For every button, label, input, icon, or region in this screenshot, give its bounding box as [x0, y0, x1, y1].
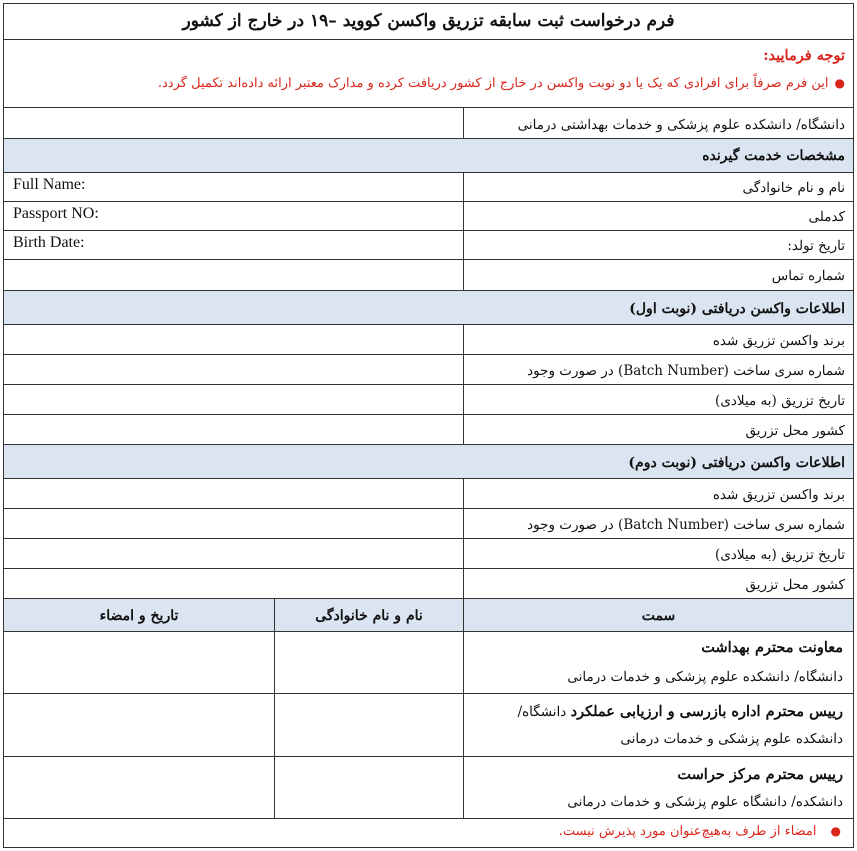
- notice-heading: توجه فرمایید:: [763, 47, 845, 64]
- birth-date-field[interactable]: Birth Date:: [13, 234, 85, 251]
- position-cell: رییس محترم اداره بازرسی و ارزیابی عملکرد دانشگاه/ دانشکده علوم پزشکی و خدمات درمانی: [464, 694, 853, 756]
- footer-note-row: [4, 819, 853, 847]
- dose1-brand-label: برند واکسن تزریق شده: [712, 333, 845, 349]
- position-column-header: سمت: [641, 608, 676, 624]
- recipient-row-phone: [4, 260, 853, 291]
- recipient-row-passport: [4, 202, 853, 231]
- dose2-section-heading: اطلاعات واکسن دریافتی (نوبت دوم): [4, 445, 853, 479]
- passport-number-field[interactable]: Passport NO:: [13, 205, 99, 222]
- full-name-label-fa: نام و نام خانوادگی: [742, 180, 845, 196]
- bullet-icon: ●: [834, 76, 845, 90]
- dose2-batch-label: شماره سری ساخت (Batch Number) در صورت وجود: [527, 517, 845, 533]
- date-signature-input[interactable]: [4, 694, 274, 756]
- dose1-row: [4, 385, 853, 415]
- recipient-section-heading: مشخصات خدمت گیرنده: [4, 139, 853, 173]
- name-input[interactable]: [275, 757, 463, 818]
- dose1-date-label: تاریخ تزریق (به میلادی): [715, 393, 845, 409]
- notice-text-line: [12, 73, 845, 94]
- name-input[interactable]: [275, 632, 463, 693]
- dose2-row: [4, 569, 853, 599]
- position-university: دانشکده/ دانشگاه علوم پزشکی و خدمات درمانی: [567, 794, 843, 810]
- position-university: دانشگاه/ دانشکده علوم پزشکی و خدمات درمانی: [567, 669, 843, 685]
- dose1-batch-input[interactable]: [4, 355, 463, 384]
- dose1-brand-input[interactable]: [4, 325, 463, 354]
- dose1-section-heading: اطلاعات واکسن دریافتی (نوبت اول): [4, 291, 853, 325]
- full-name-field[interactable]: Full Name:: [13, 176, 86, 193]
- position-cell: [464, 757, 853, 818]
- signatures-header-row: [4, 599, 853, 632]
- dose2-row: [4, 539, 853, 569]
- date-signature-input[interactable]: [4, 632, 274, 693]
- university-label: دانشگاه/ دانشکده علوم پزشکی و خدمات بهداشتی درمانی: [517, 117, 845, 133]
- dose2-date-label: تاریخ تزریق (به میلادی): [715, 547, 845, 563]
- signature-row-inspection: [4, 694, 853, 757]
- position-title: معاونت محترم بهداشت: [701, 639, 843, 656]
- dose1-row: [4, 325, 853, 355]
- dose2-batch-input[interactable]: [4, 509, 463, 538]
- bullet-icon: ●: [830, 824, 841, 838]
- university-row: [4, 108, 853, 139]
- name-column-header: نام و نام خانوادگی: [315, 608, 423, 624]
- position-title: رییس محترم اداره بازرسی و ارزیابی عملکرد: [570, 703, 843, 720]
- national-id-label-fa: کدملی: [808, 209, 845, 225]
- position-university: دانشکده علوم پزشکی و خدمات درمانی: [620, 731, 843, 747]
- form-title: فرم درخواست ثبت سابقه تزریق واکسن کووید –۱۹ در خارج از کشور: [182, 11, 675, 31]
- dose2-country-label: کشور محل تزریق: [745, 577, 845, 593]
- dose1-row: [4, 355, 853, 385]
- recipient-row-birth-date: [4, 231, 853, 260]
- dose1-row: [4, 415, 853, 445]
- date-signature-input[interactable]: [4, 757, 274, 818]
- dose2-row: [4, 509, 853, 539]
- dose2-row: [4, 479, 853, 509]
- notice-text: این فرم صرفاً برای افرادی که یک یا دو نوبت واکسن در خارج از کشور دریافت کرده و مدارک معتبر ارائه داده‌اند تکمیل گردد.: [157, 76, 829, 91]
- phone-field[interactable]: [4, 260, 463, 290]
- university-input[interactable]: [4, 108, 463, 138]
- dose1-batch-label: شماره سری ساخت (Batch Number) در صورت وجود: [527, 363, 845, 379]
- vaccine-registration-form: [3, 3, 854, 848]
- birth-date-label-fa: تاریخ تولد:: [787, 238, 845, 254]
- notice-row: [4, 40, 853, 108]
- dose1-country-input[interactable]: [4, 415, 463, 444]
- form-title-row: [4, 4, 853, 40]
- name-input[interactable]: [275, 694, 463, 756]
- date-signature-column-header: تاریخ و امضاء: [99, 608, 179, 624]
- dose2-date-input[interactable]: [4, 539, 463, 568]
- position-cell: [464, 632, 853, 693]
- footer-note: [559, 824, 841, 839]
- dose2-brand-label: برند واکسن تزریق شده: [712, 487, 845, 503]
- dose1-date-input[interactable]: [4, 385, 463, 414]
- footer-note-text: امضاء از طرف به‌هیچ‌عنوان مورد پذیرش نیست.: [558, 824, 817, 839]
- dose1-country-label: کشور محل تزریق: [745, 423, 845, 439]
- dose2-country-input[interactable]: [4, 569, 463, 598]
- recipient-row-full-name: [4, 173, 853, 202]
- dose2-brand-input[interactable]: [4, 479, 463, 508]
- phone-label-fa: شماره تماس: [771, 268, 845, 284]
- signature-row-security: [4, 757, 853, 819]
- position-title: رییس محترم مرکز حراست: [677, 766, 843, 783]
- signature-row-health-deputy: [4, 632, 853, 694]
